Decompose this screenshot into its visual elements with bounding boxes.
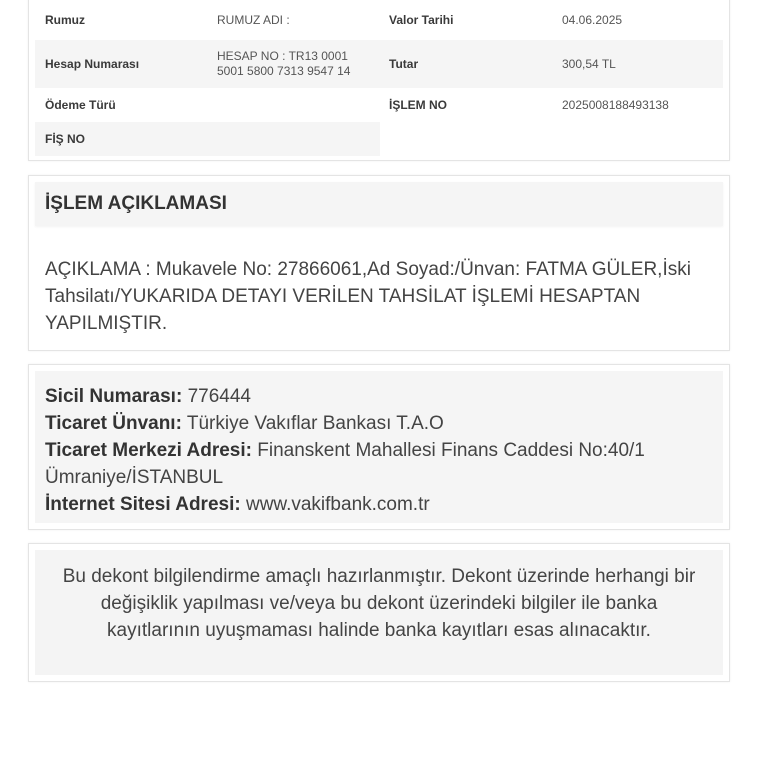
valor-date-label: Valor Tarihi <box>389 12 454 27</box>
transaction-no-value: 2025008188493138 <box>562 97 669 112</box>
transaction-details-card <box>28 0 730 161</box>
website-label: İnternet Sitesi Adresi: <box>45 494 241 515</box>
transaction-no-label: İŞLEM NO <box>389 97 448 112</box>
details-row-rumuz <box>35 0 723 43</box>
account-number-line1: HESAP NO : TR13 0001 <box>217 49 348 63</box>
registry-line <box>45 383 713 410</box>
disclaimer-card <box>28 543 730 682</box>
amount-label: Tutar <box>389 56 419 71</box>
description-title: İŞLEM AÇIKLAMASI <box>35 182 723 226</box>
bank-info-content <box>35 371 723 523</box>
details-row-receipt-no <box>35 122 380 156</box>
rumuz-label: Rumuz <box>45 12 85 27</box>
disclaimer-text: Bu dekont bilgilendirme amaçlı hazırlanmıştır. Dekont üzerinde herhangi bir değişiklik yapılması ve/veya bu dekont üzerindeki bilgiler ile banka kayıtlarının uyuşmaması halinde banka kayıtları esas alınacaktır. <box>35 550 723 675</box>
bank-info-card <box>28 364 730 530</box>
payment-type-label: Ödeme Türü <box>45 97 116 112</box>
account-number-line2: 5001 5800 7313 9547 14 <box>217 64 351 78</box>
details-row-account <box>35 40 723 88</box>
trade-name-line <box>45 410 713 437</box>
hq-address-label: Ticaret Merkezi Adresi: <box>45 440 252 461</box>
account-number-label: Hesap Numarası <box>45 56 140 71</box>
receipt-no-label: FİŞ NO <box>45 131 86 146</box>
transaction-description-card <box>28 175 730 351</box>
rumuz-value: RUMUZ ADI : <box>217 12 290 27</box>
registry-value: 776444 <box>187 386 251 407</box>
hq-address-line <box>45 437 713 491</box>
website-line <box>45 491 713 518</box>
website-value[interactable]: www.vakifbank.com.tr <box>245 494 430 515</box>
valor-date-value: 04.06.2025 <box>562 12 623 27</box>
hq-address-value: Finanskent Mahallesi Finans Caddesi No:40/1 Ümraniye/İSTANBUL <box>45 440 645 488</box>
description-text: AÇIKLAMA : Mukavele No: 27866061,Ad Soyad:/Ünvan: FATMA GÜLER,İski Tahsilatı/YUKARIDA DETAYI VERİLEN TAHSİLAT İŞLEMİ HESAPTAN YAPILMIŞTIR. <box>45 259 691 334</box>
trade-name-value: Türkiye Vakıflar Bankası T.A.O <box>186 413 444 434</box>
registry-label: Sicil Numarası: <box>45 386 183 407</box>
trade-name-label: Ticaret Ünvanı: <box>45 413 182 434</box>
amount-value: 300,54 TL <box>562 56 616 71</box>
account-number-value <box>217 40 350 88</box>
